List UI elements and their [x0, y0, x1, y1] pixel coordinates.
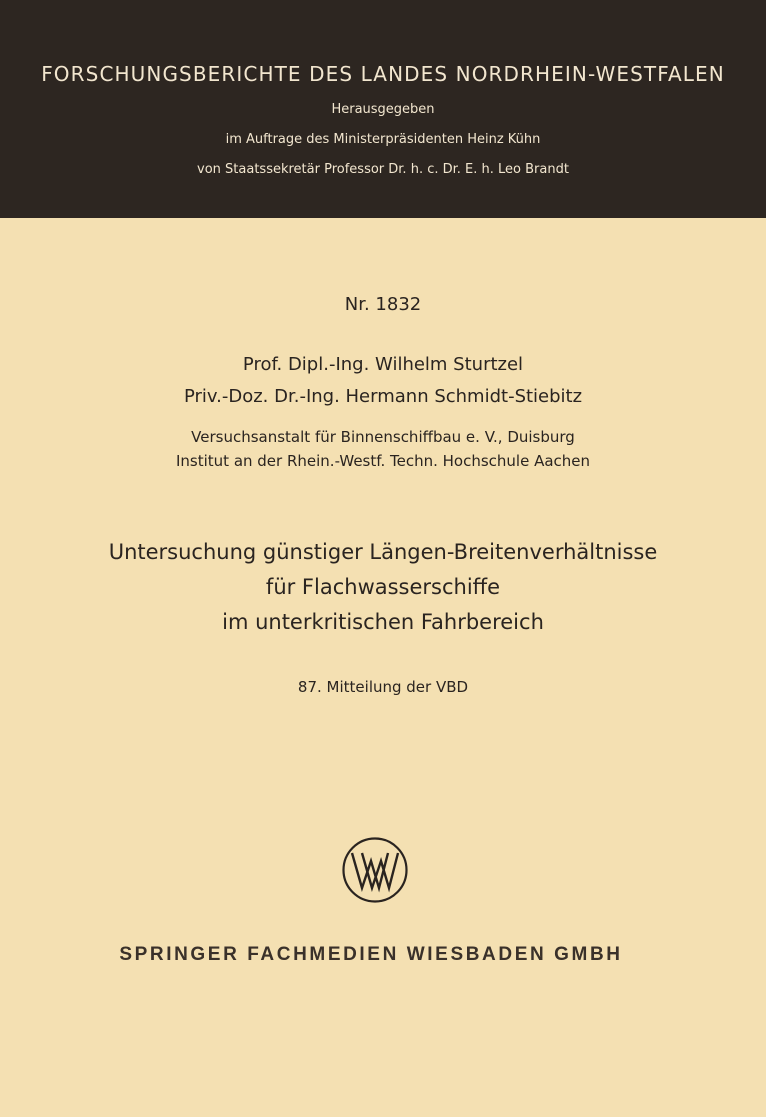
- title-line-1: Untersuchung günstiger Längen-Breitenverhältnisse: [108, 540, 658, 564]
- series-header-band: [0, 0, 766, 218]
- editor-line-2: im Auftrage des Ministerpräsidenten Heinz Kühn: [225, 132, 541, 147]
- series-title: FORSCHUNGSBERICHTE DES LANDES NORDRHEIN-WESTFALEN: [41, 62, 725, 86]
- title-line-2: für Flachwasserschiffe: [265, 575, 501, 599]
- institution-1: Versuchsanstalt für Binnenschiffbau e. V., Duisburg: [191, 428, 575, 446]
- subtitle: 87. Mitteilung der VBD: [297, 678, 469, 696]
- publisher-name: SPRINGER FACHMEDIEN WIESBADEN GMBH: [119, 944, 623, 965]
- editor-line-3: von Staatssekretär Professor Dr. h. c. Dr. E. h. Leo Brandt: [197, 162, 569, 177]
- title-line-3: im unterkritischen Fahrbereich: [222, 610, 544, 634]
- editor-line-1: Herausgegeben: [331, 102, 435, 117]
- author-2: Priv.-Doz. Dr.-Ing. Hermann Schmidt-Stiebitz: [183, 386, 583, 407]
- institution-2: Institut an der Rhein.-Westf. Techn. Hochschule Aachen: [175, 452, 591, 470]
- author-1: Prof. Dipl.-Ing. Wilhelm Sturtzel: [242, 354, 524, 375]
- report-number: Nr. 1832: [344, 294, 422, 315]
- publisher-logo-icon: [341, 836, 409, 904]
